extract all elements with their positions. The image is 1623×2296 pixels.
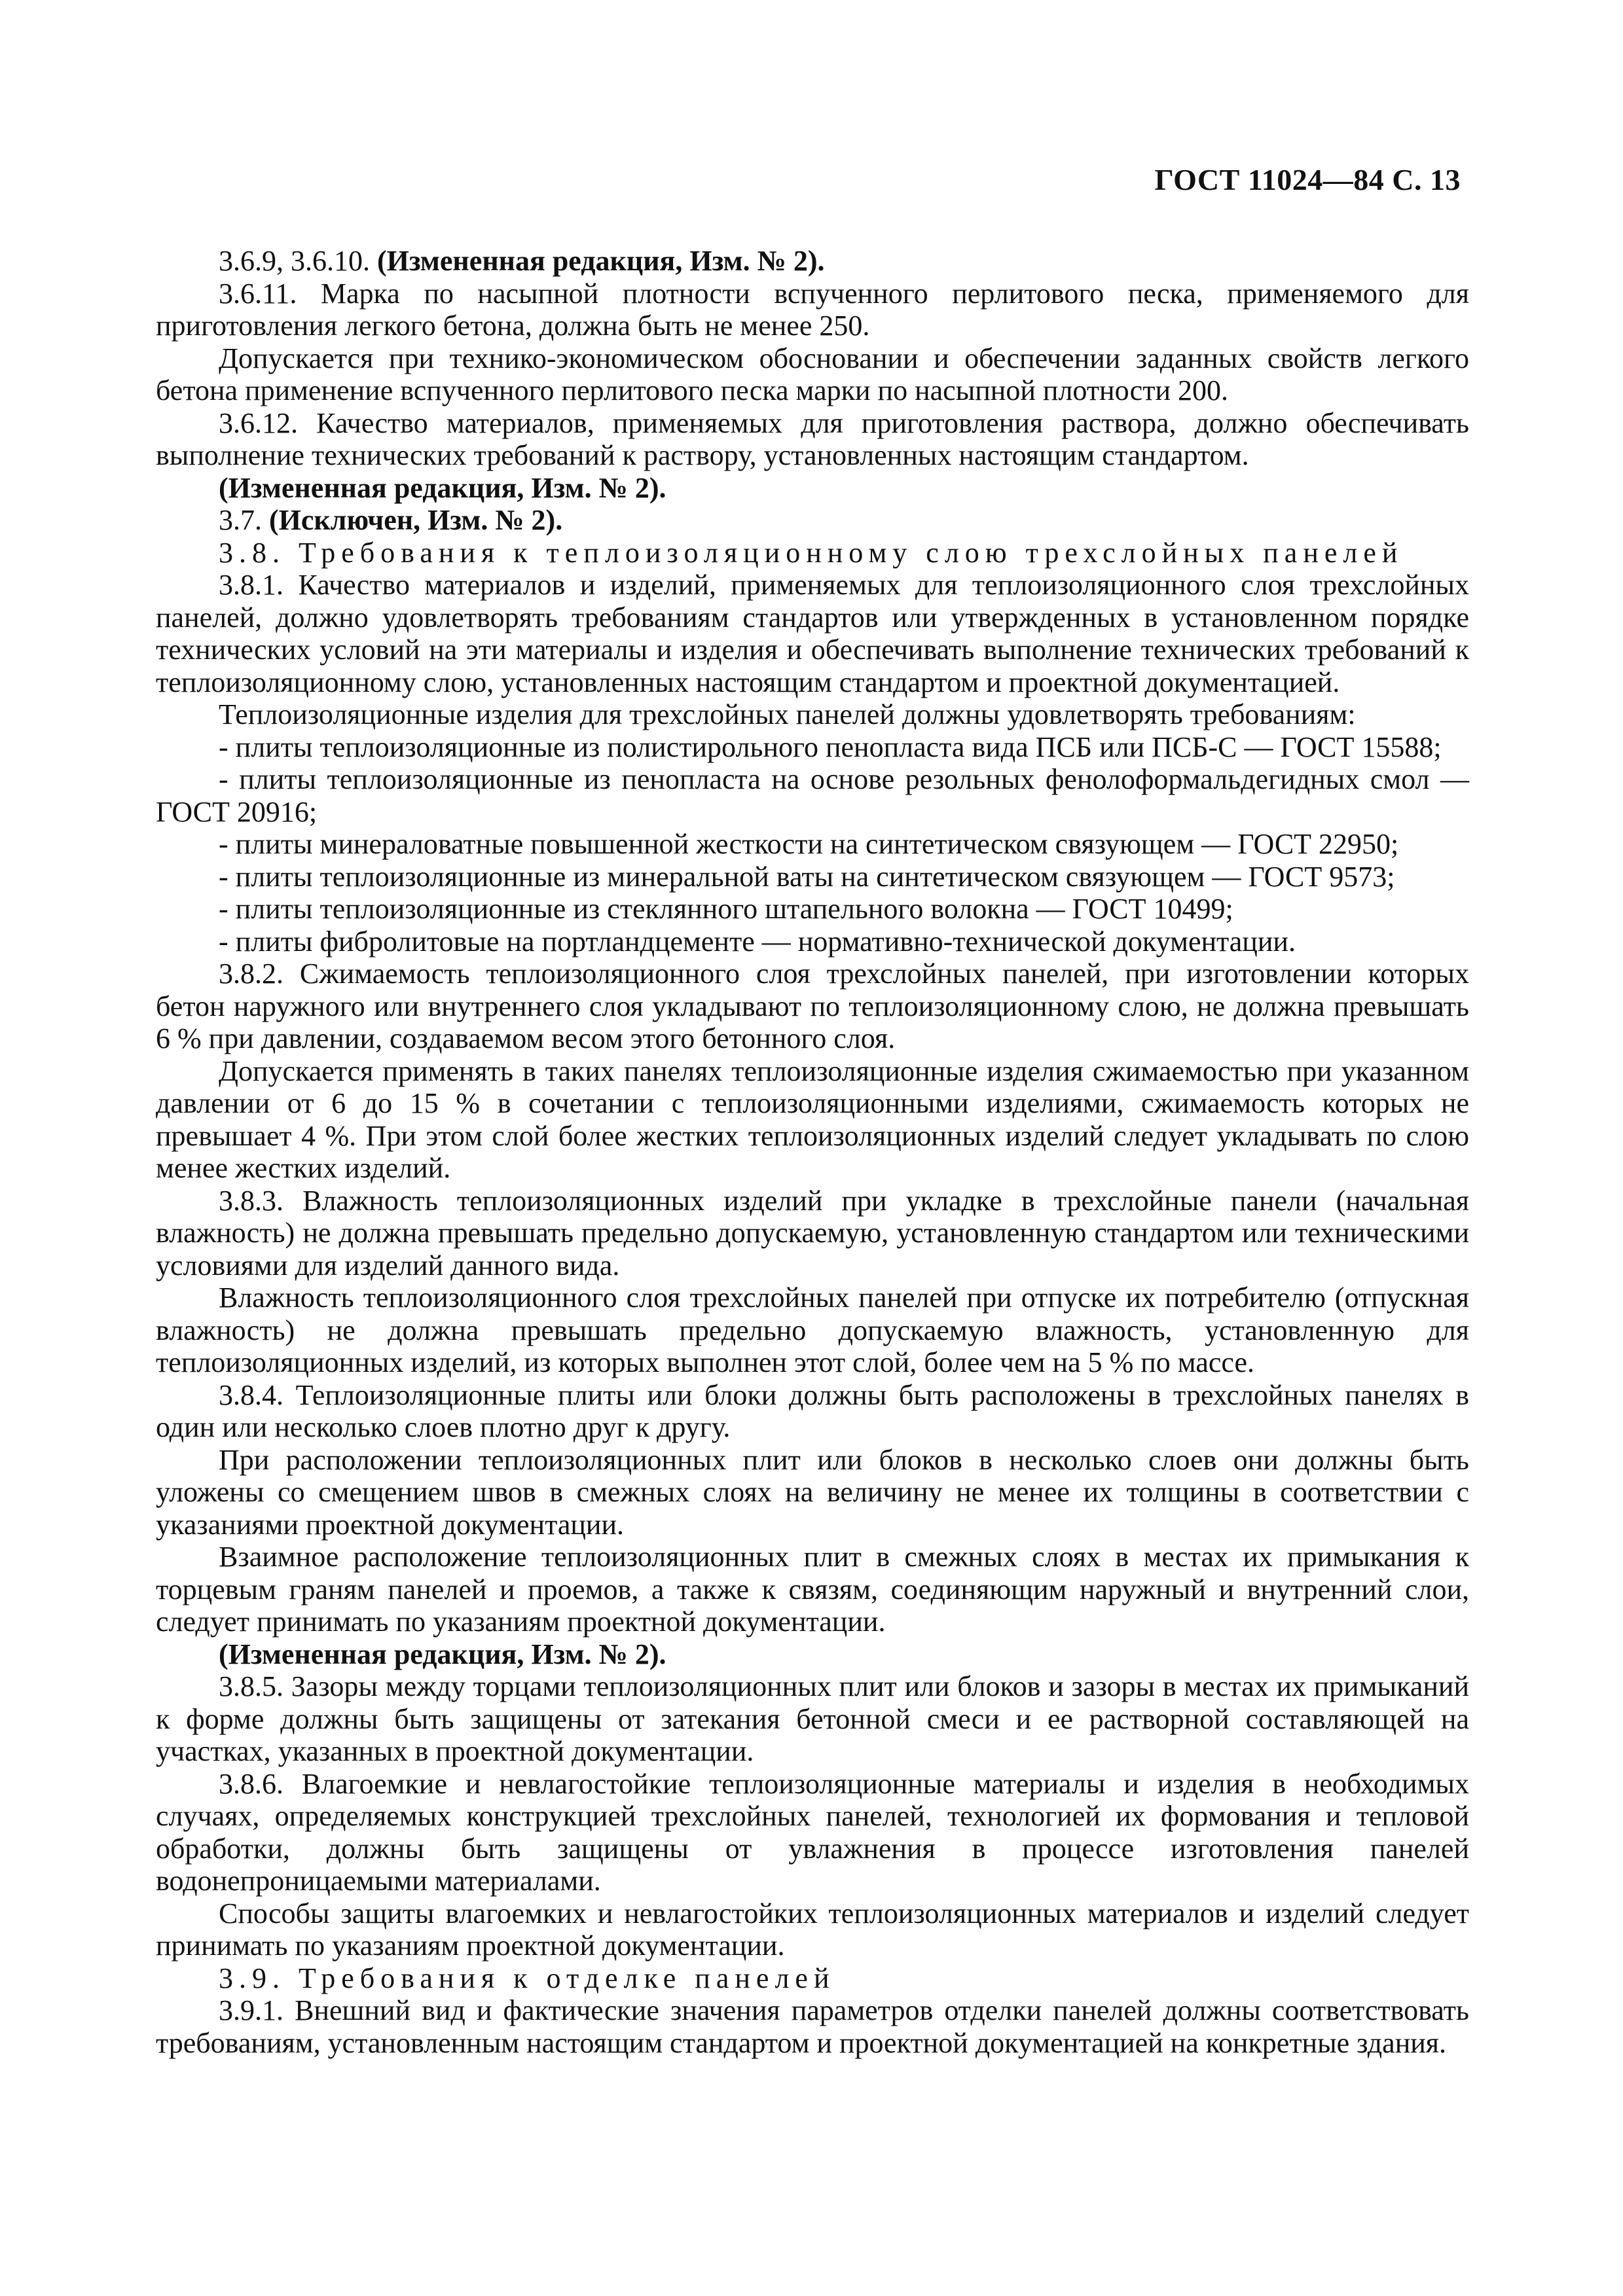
paragraph: Допускается при технико-экономическом обосновании и обеспечении заданных свойств легкого бетона применение вспученного перлитового песка марки по насыпной плотности 200. [156,342,1469,406]
list-item: - плиты теплоизоляционные из пенопласта на основе резольных фенолоформальдегидных смол — ГОСТ 20916; [156,763,1469,828]
section-heading-3-8: 3.8. Требования к теплоизоляционному слою трехслойных панелей [219,536,1404,569]
paragraph-3-8-3: 3.8.3. Влажность теплоизоляционных изделий при укладке в трехслойные панели (начальная влажность) не должна превышать предельно допускаемую, установленную стандартом или техническими условиями для изделий данного вида. [156,1184,1469,1282]
list-item: - плиты теплоизоляционные из полистирольного пенопласта вида ПСБ или ПСБ-С — ГОСТ 15588; [219,730,1442,763]
paragraph-3-7: 3.7. (Исключен, Изм. № 2). [219,504,563,536]
list-item: - плиты теплоизоляционные из стеклянного штапельного волокна — ГОСТ 10499; [219,893,1233,925]
section-heading-3-9: 3.9. Требования к отделке панелей [219,1962,835,1994]
amendment-note: (Измененная редакция, Изм. № 2). [219,471,666,504]
paragraph-3-6-11: 3.6.11. Марка по насыпной плотности вспученного перлитового песка, применяемого для приготовления легкого бетона, должна быть не менее 250. [156,277,1469,342]
paragraph-3-8-1: 3.8.1. Качество материалов и изделий, применяемых для теплоизоляционного слоя трехслойных панелей, должно удовлетворять требованиям стандартов или утвержденных в установленном порядке технических условий на эти материалы и изделия и обеспечивать выполнение технических требований к теплоизоляционному слою, установленных настоящим стандартом и проектной документацией. [156,569,1469,698]
paragraph-3-9-1: 3.9.1. Внешний вид и фактические значения параметров отделки панелей должны соответствовать требованиям, установленным настоящим стандартом и проектной документацией на конкретные здания. [156,1994,1469,2059]
paragraph: Теплоизоляционные изделия для трехслойных панелей должны удовлетворять требованиям: [219,698,1356,730]
paragraph-3-8-4: 3.8.4. Теплоизоляционные плиты или блоки должны быть расположены в трехслойных панелях в один или несколько слоев плотно друг к другу. [156,1378,1469,1443]
paragraph: Способы защиты влагоемких и невлагостойких теплоизоляционных материалов и изделий следует принимать по указаниям проектной документации. [156,1897,1469,1962]
amendment-note: (Измененная редакция, Изм. № 2). [219,1638,666,1670]
paragraph: Допускается применять в таких панелях теплоизоляционные изделия сжимаемостью при указанном давлении от 6 до 15 % в сочетании с теплоизоляционными изделиями, сжимаемость которых не превышает 4 %. При этом слой более жестких теплоизоляционных изделий следует укладывать по слою менее жестких изделий. [156,1054,1469,1184]
document-body [156,245,1469,2059]
list-item: - плиты фибролитовые на портландцементе — нормативно-технической документации. [219,925,1296,958]
list-item: - плиты теплоизоляционные из минеральной ваты на синтетическом связующем — ГОСТ 9573; [219,860,1395,893]
paragraph-3-8-6: 3.8.6. Влагоемкие и невлагостойкие теплоизоляционные материалы и изделия в необходимых случаях, определяемых конструкцией трехслойных панелей, технологией их формования и тепловой обработки, должны быть защищены от увлажнения в процессе изготовления панелей водонепроницаемыми материалами. [156,1767,1469,1897]
paragraph-3-6-12: 3.6.12. Качество материалов, применяемых для приготовления раствора, должно обеспечивать выполнение технических требований к раствору, установленных настоящим стандартом. [156,406,1469,471]
list-item: - плиты минераловатные повышенной жесткости на синтетическом связующем — ГОСТ 22950; [219,828,1399,860]
paragraph-3-8-2: 3.8.2. Сжимаемость теплоизоляционного слоя трехслойных панелей, при изготовлении которых бетон наружного или внутреннего слоя укладывают по теплоизоляционному слою, не должна превышать 6 % при давлении, создаваемом весом этого бетонного слоя. [156,958,1469,1054]
paragraph-3-6-9: 3.6.9, 3.6.10. (Измененная редакция, Изм. № 2). [219,245,825,277]
paragraph: При расположении теплоизоляционных плит или блоков в несколько слоев они должны быть уложены со смещением швов в смежных слоях на величину не менее их толщины в соответствии с указаниями проектной документации. [156,1443,1469,1541]
paragraph: Влажность теплоизоляционного слоя трехслойных панелей при отпуске их потребителю (отпускная влажность) не должна превышать предельно допускаемую влажность, установленную для теплоизоляционных изделий, из которых выполнен этот слой, более чем на 5 % по массе. [156,1282,1469,1378]
paragraph: Взаимное расположение теплоизоляционных плит в смежных слоях в местах их примыкания к торцевым граням панелей и проемов, а также к связям, соединяющим наружный и внутренний слои, следует принимать по указаниям проектной документации. [156,1541,1469,1638]
paragraph-3-8-5: 3.8.5. Зазоры между торцами теплоизоляционных плит или блоков и зазоры в местах их примыканий к форме должны быть защищены от затекания бетонной смеси и ее растворной составляющей на участках, указанных в проектной документации. [156,1670,1469,1767]
page-header: ГОСТ 11024—84 С. 13 [1154,163,1461,196]
